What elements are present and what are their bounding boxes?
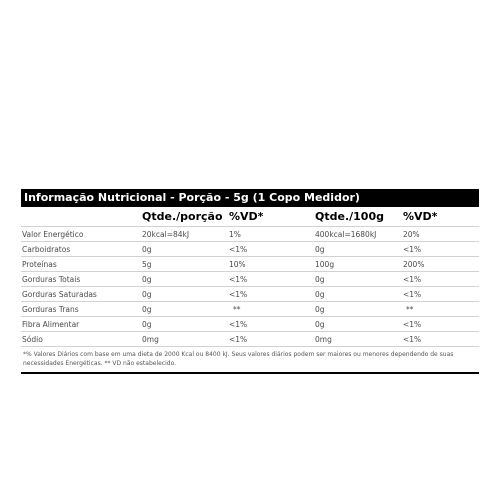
vd-portion: <1%: [227, 242, 313, 257]
qty-100g: 0mg: [313, 332, 401, 347]
table-row: [21, 257, 479, 272]
table-row: [21, 317, 479, 332]
qty-portion: 0g: [140, 272, 227, 287]
qty-portion: 0g: [140, 242, 227, 257]
vd-portion: <1%: [227, 272, 313, 287]
vd-100g: <1%: [401, 332, 479, 347]
vd-portion: 1%: [227, 227, 313, 242]
vd-100g: 200%: [401, 257, 479, 272]
vd-portion: **: [227, 302, 313, 317]
nutrient-name: Gorduras Saturadas: [21, 287, 140, 302]
column-header-qty-100g: Qtde./100g: [313, 207, 401, 227]
vd-portion: <1%: [227, 317, 313, 332]
vd-portion: 10%: [227, 257, 313, 272]
column-header-vd-portion: %VD*: [227, 207, 313, 227]
nutrition-table: [21, 207, 479, 347]
column-header-nutrient: [21, 207, 140, 227]
table-row: [21, 227, 479, 242]
column-header-qty-portion: Qtde./porção: [140, 207, 227, 227]
qty-100g: 0g: [313, 272, 401, 287]
vd-100g: 20%: [401, 227, 479, 242]
vd-100g: <1%: [401, 317, 479, 332]
qty-100g: 0g: [313, 302, 401, 317]
vd-100g: <1%: [401, 272, 479, 287]
qty-100g: 0g: [313, 317, 401, 332]
qty-100g: 0g: [313, 287, 401, 302]
table-row: [21, 272, 479, 287]
nutrient-name: Fibra Alimentar: [21, 317, 140, 332]
qty-100g: 0g: [313, 242, 401, 257]
nutrient-name: Gorduras Totais: [21, 272, 140, 287]
nutrition-facts-panel: [21, 189, 479, 374]
header-row: [21, 207, 479, 227]
table-row: [21, 332, 479, 347]
vd-portion: <1%: [227, 332, 313, 347]
qty-portion: 0g: [140, 317, 227, 332]
nutrient-name: Gorduras Trans: [21, 302, 140, 317]
table-row: [21, 242, 479, 257]
qty-portion: 0mg: [140, 332, 227, 347]
vd-100g: **: [401, 302, 479, 317]
nutrition-title: Informação Nutricional - Porção - 5g (1 Copo Medidor): [21, 189, 479, 207]
qty-100g: 100g: [313, 257, 401, 272]
column-header-vd-100g: %VD*: [401, 207, 479, 227]
table-row: [21, 302, 479, 317]
qty-portion: 0g: [140, 302, 227, 317]
footnote: *% Valores Diários com base em uma dieta de 2000 Kcal ou 8400 kJ. Seus valores diários podem ser maiores ou menores dependendo de suas necessidades Energéticas. ** VD não estabelecido.: [23, 351, 454, 367]
vd-portion: <1%: [227, 287, 313, 302]
qty-portion: 5g: [140, 257, 227, 272]
nutrient-name: Proteínas: [21, 257, 140, 272]
vd-100g: <1%: [401, 287, 479, 302]
nutrient-name: Valor Energético: [21, 227, 140, 242]
nutrient-name: Carboidratos: [21, 242, 140, 257]
bottom-divider: [21, 372, 479, 374]
vd-100g: <1%: [401, 242, 479, 257]
table-row: [21, 287, 479, 302]
qty-portion: 20kcal=84kJ: [140, 227, 227, 242]
qty-100g: 400kcal=1680kJ: [313, 227, 401, 242]
qty-portion: 0g: [140, 287, 227, 302]
nutrient-name: Sódio: [21, 332, 140, 347]
